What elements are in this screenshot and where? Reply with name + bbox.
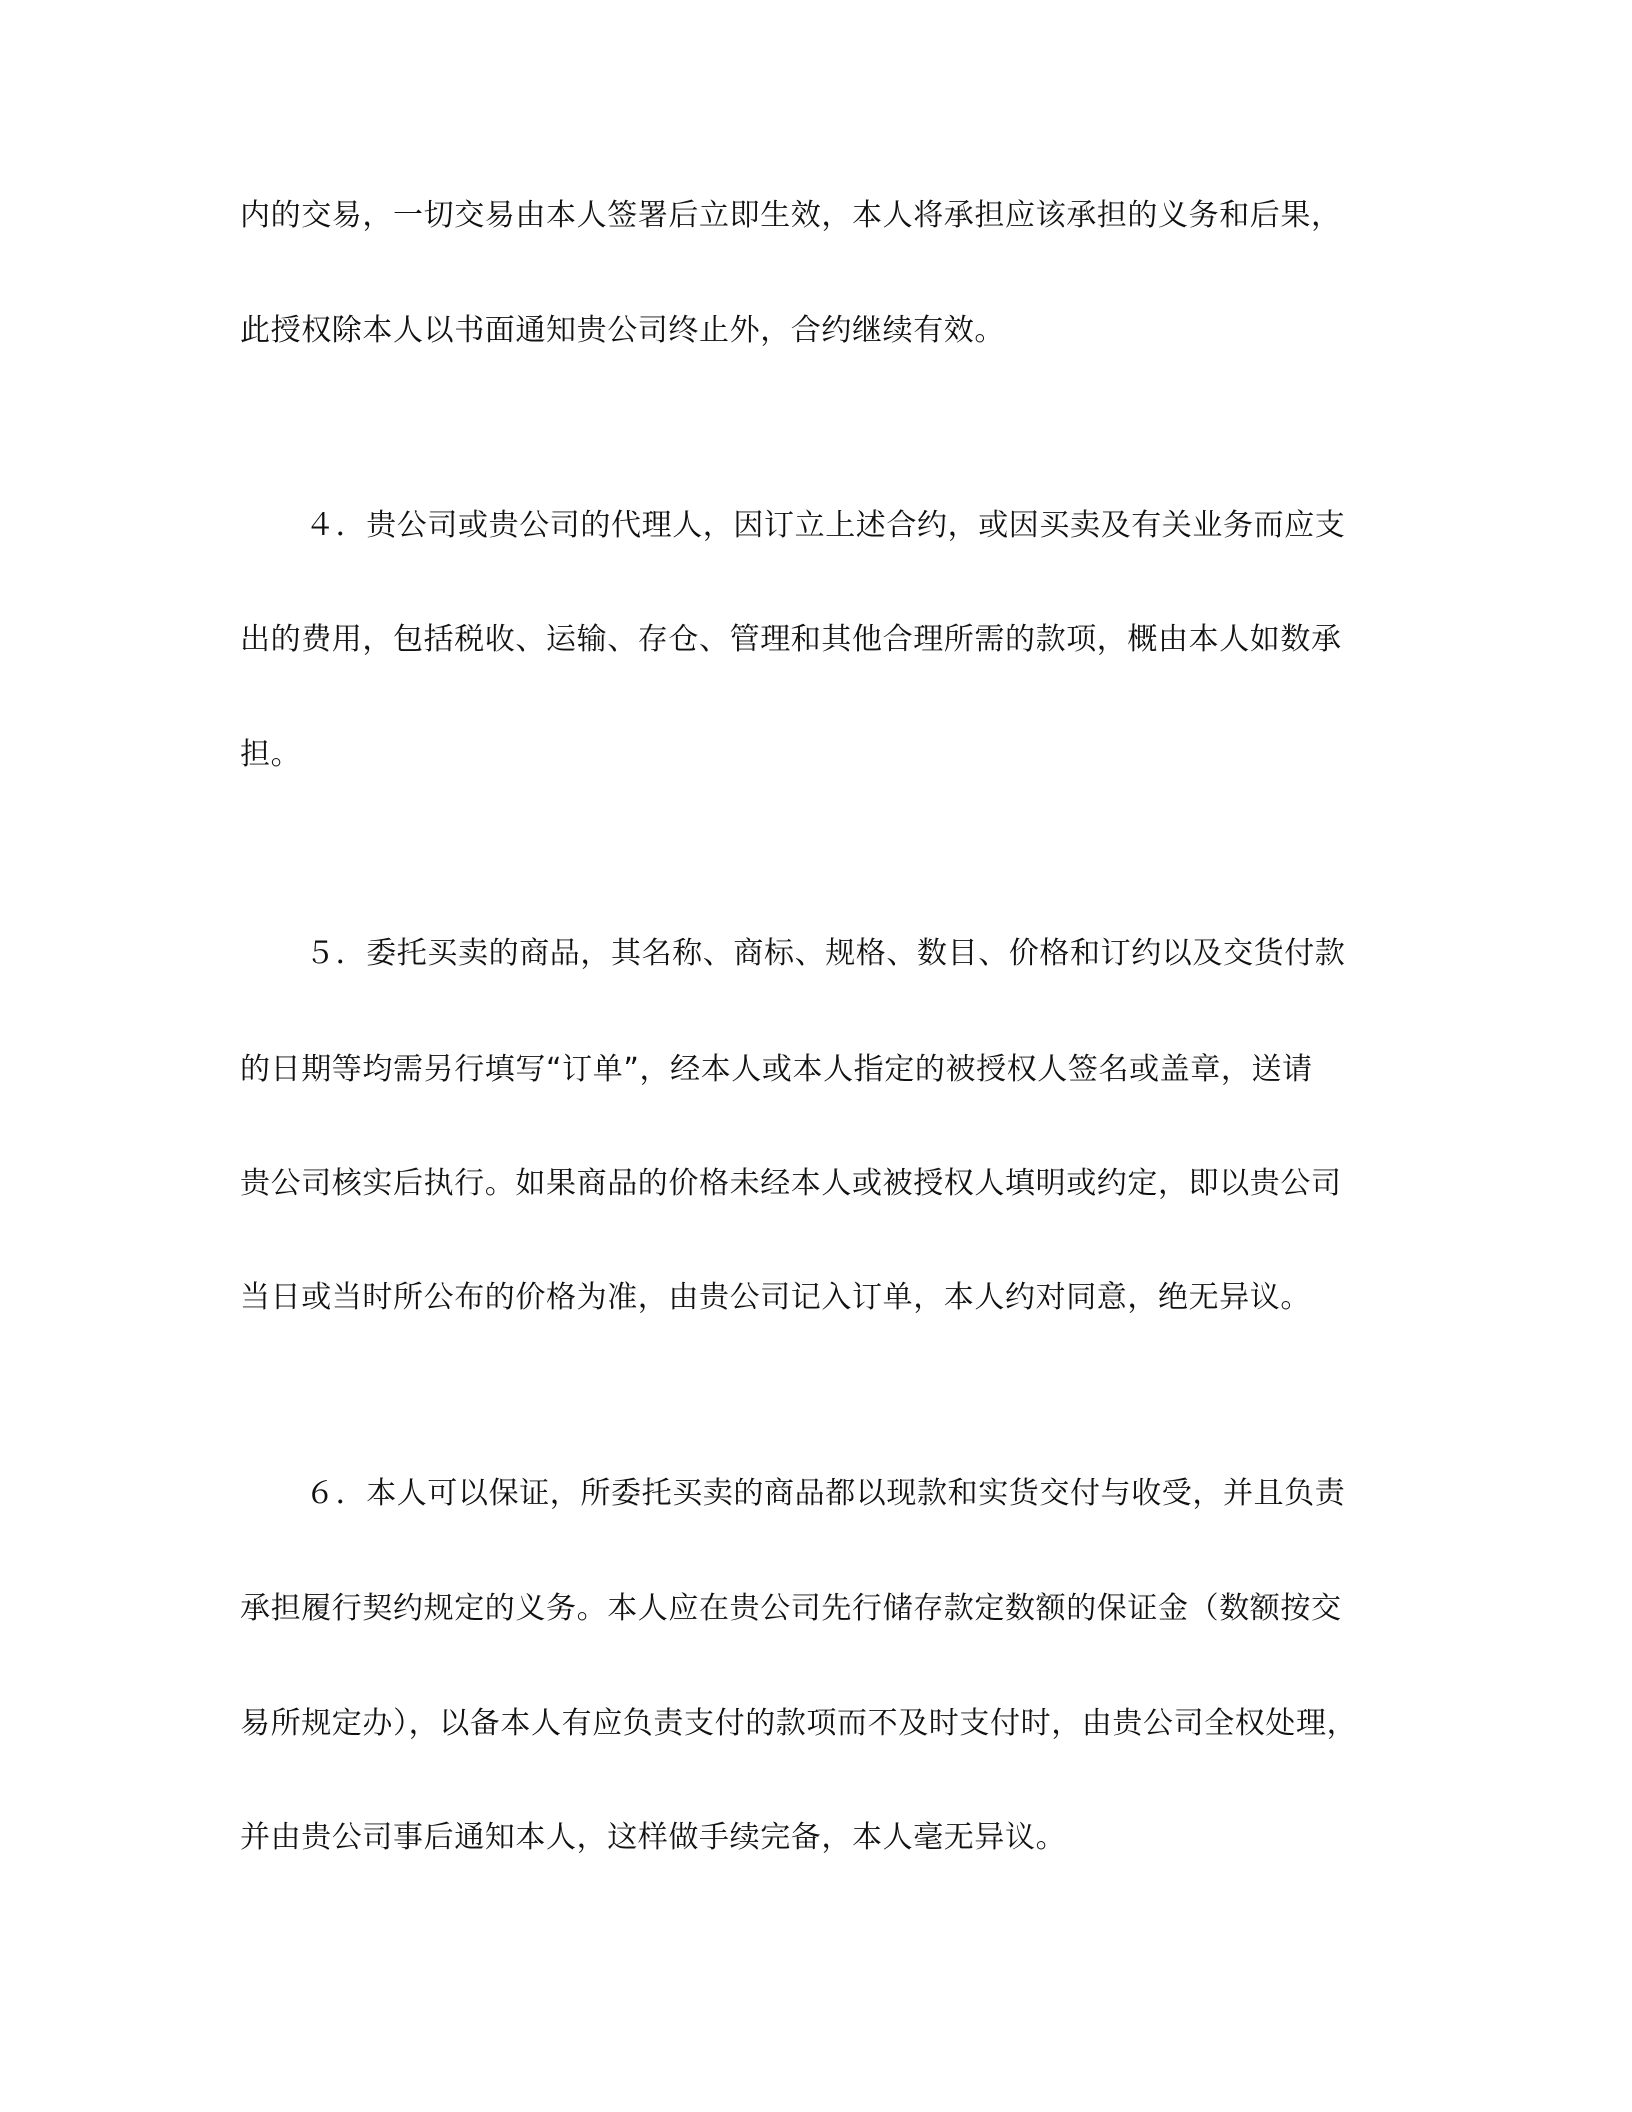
text-line: 承担履行契约规定的义务。本人应在贵公司先行储存款定数额的保证金（数额按交: [240, 1591, 1342, 1626]
text-line: ４．贵公司或贵公司的代理人，因订立上述合约，或因买卖及有关业务而应支: [305, 508, 1346, 543]
text-line: 易所规定办），以备本人有应负责支付的款项而不及时支付时，由贵公司全权处理，: [240, 1706, 1358, 1741]
text-line: 并由贵公司事后通知本人，这样做手续完备，本人毫无异议。: [240, 1820, 1067, 1855]
text-line: 出的费用，包括税收、运输、存仓、管理和其他合理所需的款项，概由本人如数承: [240, 622, 1342, 657]
text-line: 此授权除本人以书面通知贵公司终止外，合约继续有效。: [240, 313, 1005, 348]
text-line: 贵公司核实后执行。如果商品的价格未经本人或被授权人填明或约定，即以贵公司: [240, 1166, 1342, 1201]
text-line: 内的交易，一切交易由本人签署后立即生效，本人将承担应该承担的义务和后果，: [240, 198, 1342, 233]
text-line: 当日或当时所公布的价格为准，由贵公司记入订单，本人约对同意，绝无异议。: [240, 1280, 1311, 1315]
text-line: ６．本人可以保证，所委托买卖的商品都以现款和实货交付与收受，并且负责: [305, 1476, 1346, 1511]
text-line: 担。: [240, 737, 302, 772]
text-line: ５．委托买卖的商品，其名称、商标、规格、数目、价格和订约以及交货付款: [305, 936, 1346, 971]
text-line: 的日期等均需另行填写“订单”，经本人或本人指定的被授权人签名或盖章，送请: [240, 1052, 1313, 1087]
